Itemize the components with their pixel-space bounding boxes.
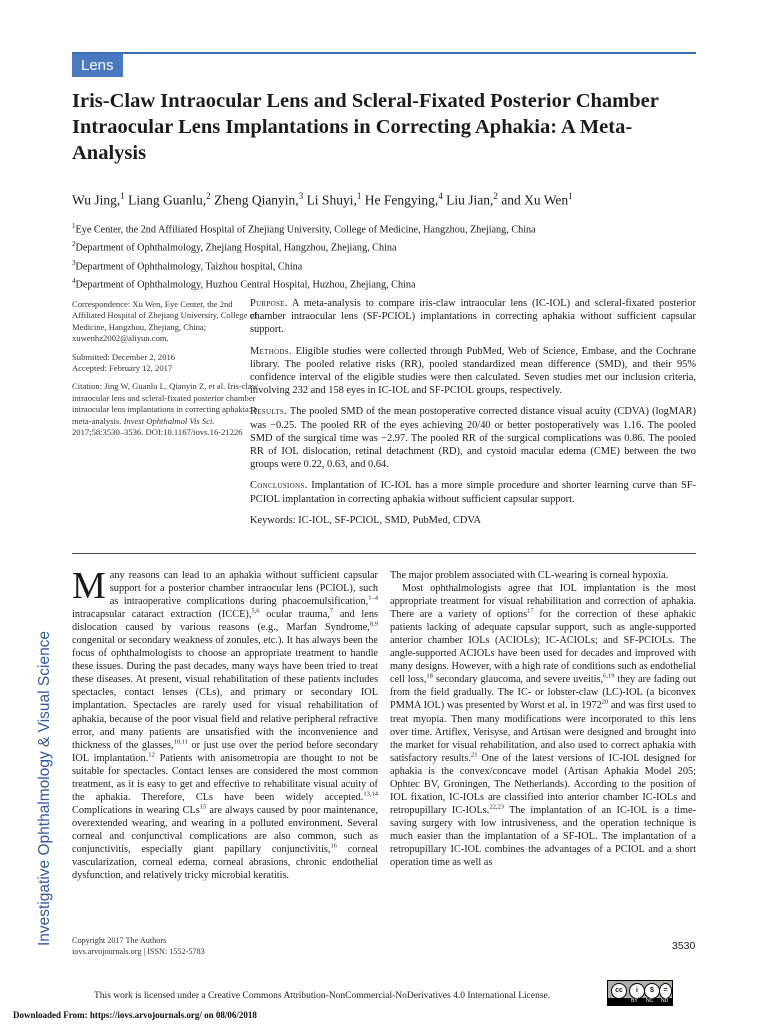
abstract-purpose: Purpose. A meta-analysis to compare iris-claw intraocular lens (IC-IOL) and scleral-fixated posterior chamber intraocular lens (SF-PCIOL) implantations in correcting aphakia without sufficient capsular support. [250, 298, 696, 336]
body-column-right [390, 569, 696, 869]
author: Li Shuyi, [306, 192, 357, 208]
affiliation: $^2$Department of Ophthalmology, Zhejiang Hospital, Hangzhou, Zhejiang, China [72, 240, 397, 254]
cc-icon: cc [611, 983, 627, 999]
affiliations [72, 219, 702, 293]
keywords: Keywords: IC-IOL, SF-PCIOL, SMD, PubMed, CDVA [250, 514, 482, 526]
affiliation: $^1$Eye Center, the 2nd Affiliated Hospital of Zhejiang University, College of Medicine, Hangzhou, Zhejiang, China [72, 222, 536, 236]
author: Liu Jian, [446, 192, 494, 208]
author: Liang Guanlu, [128, 192, 207, 208]
attribution-icon: i [629, 983, 645, 999]
abstract-conclusions: Conclusions. Implantation of IC-IOL has a more simple procedure and shorter learning curve than SF-PCIOL implantation in correcting aphakia without sufficient capsular support. [250, 480, 696, 505]
header-rule [72, 52, 696, 54]
author: He Fengying, [364, 192, 439, 208]
correspondence: Correspondence: Xu Wen, Eye Center, the 2nd Affiliated Hospital of Zhejiang University, College of Medicine, Hangzhou, Zhejiang, China; xuwenhz2002@aliyun.com. [72, 299, 257, 344]
drop-cap: M [72, 565, 106, 607]
cc-badge-labels: BY NC ND [608, 998, 672, 1005]
noderivatives-icon: = [659, 983, 672, 999]
abstract-methods: Methods. Eligible studies were collected through PubMed, Web of Science, Embase, and the Cochrane library. The pooled relative risks (RR), pooled standardized mean difference (SMD), and their 95% confidence interval of the eligible studies were then calculated. Seven studies met our inclusion criteria, involving 232 and 158 eyes in IC-IOL and SF-PCIOL groups, respectively. [250, 345, 696, 397]
body-paragraph: The major problem associated with CL-wearing is corneal hypoxia. [390, 570, 669, 581]
body-paragraph: Most ophthalmologists agree that IOL implantation is the most appropriate treatment for visual rehabilitation and correction of aphakia. There are a variety of options$^{17}$ for the correction of these aphakic patients lacking of adequate capsular support, such as angle-supported anterior chamber IOLs (ACIOLs); IC-ACIOLs; and SF-PCIOLs. The angle-supported ACIOLs have been used for decades and improved with many designs. However, with a high rate of conditions such as endothelial cell loss,$^{18}$ secondary glaucoma, and severe uveitis,$^{6,19}$ they are fading out from the field gradually. The IC- or lobster-claw (LC)-IOL (a biconvex PMMA IOL) was presented by Worst et al. in 1972$^{20}$ and was first used to treat myopia. Then many modifications were incorporated to this lens over time. Artiflex, Verisyse, and Artisan were designed and brought into the market for visual rehabilitation, and also used to correct aphakia with satisfactory results.$^{21}$ One of the latest versions of IC-IOL designed for aphakia is the convex/concave model (Artisan Aphakia Model 205; Ophtec BV, Groningen, The Netherlands). According to the position of IOL fixation, IC-IOLs are classified into anterior chamber IC-IOLs and retropupillary IC-IOLs.$^{22,23}$ The implantation of an IC-IOL is a time-saving surgery with low intrusiveness, and the operation technique is much easier than the implantation of a SF-IOL. The implantation of a retropupillary IC-IOL combines the advantages of a PCIOL and a short operation time as well as [390, 583, 697, 869]
license-text: This work is licensed under a Creative Commons Attribution-NonCommercial-NoDerivatives 4.0 International License. [94, 991, 551, 1001]
author: Zheng Qianyin, [213, 192, 299, 208]
download-notice: Downloaded From: https://iovs.arvojournals.org/ on 08/06/2018 [13, 1010, 257, 1020]
article-title: Iris-Claw Intraocular Lens and Scleral-Fixated Posterior Chamber Intraocular Lens Implantations in Correcting Aphakia: A Meta-Analysis [72, 90, 659, 164]
cc-license-badge[interactable] [607, 980, 673, 1006]
author: Wu Jing, [72, 192, 121, 208]
abstract [250, 297, 696, 535]
abstract-results: Results. The pooled SMD of the mean postoperative corrected distance visual acuity (CDVA) (logMAR) was −0.25. The pooled RR of the eyes achieving 20/40 or better postoperatively was 1.16. The pooled SMD of the surgical time was −2.97. The pooled RR of the surgical complications was 0.86. The pooled RR of IOL dislocation, retinal detachment (RD), and cystoid macular edema (CME) between the two groups were 0.22, 0.63, and 0.64. [250, 406, 696, 471]
section-divider [72, 553, 696, 554]
body-column-left [72, 565, 378, 882]
noncommercial-icon: $ [644, 983, 660, 999]
journal-issn: iovs.arvojournals.org | ISSN: 1552-5783 [72, 947, 205, 956]
journal-name-vertical: Investigative Ophthalmology & Visual Science [36, 630, 53, 946]
copyright-block [72, 935, 205, 957]
affiliation: $^4$Department of Ophthalmology, Huzhou Central Hospital, Huzhou, Zhejiang, China [72, 277, 416, 291]
author-list: Wu Jing,$^1$ Liang Guanlu,$^2$ Zheng Qianyin,$^3$ Li Shuyi,$^1$ He Fengying,$^4$ Liu Jian,$^2$ and Xu Wen$^1$ [72, 191, 573, 208]
dates: Submitted: December 2, 2016 Accepted: February 12, 2017 [72, 351, 176, 374]
page-number: 3530 [672, 940, 696, 952]
affiliation: $^3$Department of Ophthalmology, Taizhou hospital, China [72, 258, 303, 273]
author: and Xu Wen [501, 192, 569, 208]
section-tag[interactable]: Lens [72, 54, 123, 77]
article-sidebar [72, 299, 262, 445]
body-paragraph: Many reasons can lead to an aphakia without sufficient capsular support for a posterior chamber intraocular lens (PCIOL), such as intraoperative complications during phacoemulsification,$^{1-4}$ intracapsular cataract extraction (ICCE),$^{5,6}$ ocular trauma,$^7$ and lens dislocation caused by various reasons (e.g., Marfan Syndrome,$^{8,9}$ congenital or secondary weakness of zonules, etc.). It has always been the focus of ophthalmologists to choose an appropriate treatment to handle these issues. During the past decades, many ways have been tried to treat these diseases. At present, visual rehabilitation of these patients includes spectacles, contact lenses (CLs), and primary or secondary IOL implantation. Spectacles are rarely used for visual rehabilitation of aphakia, because of the poor visual field and relative peripheral refractive error, and many patients are unsatisfied with the inconvenience and thickness of the glasses,$^{10,11}$ or just use over the period before secondary IOL implantation.$^{12}$ Patients with anisometropia are thought to not be suitable for spectacles. Contact lenses are considered the most common treatment, as it is easy to get and effective to rehabilitate visual acuity of the aphakia. Therefore, CLs have been widely accepted.$^{13,14}$ Complications in wearing CLs$^{15}$ are always caused by poor maintenance, overextended wearing, and wearing in a polluted environment. Several corneal and conjunctival complications are also common, such as conjunctivitis, especially giant papillary conjunctivitis,$^{16}$ corneal vascularization, corneal edema, corneal abrasions, chronic endothelial dysfunction, and relatively tricky microbial keratitis. [72, 565, 378, 882]
citation: Citation: Jing W, Guanlu L, Qianyin Z, et al. Iris-claw intraocular lens and scleral-fixated posterior chamber intraocular lens implantations in correcting aphakia: a meta-analysis. Invest Ophthalmol Vis Sci. 2017;58:3530–3536. DOI:10.1167/iovs.16-21226 [72, 381, 258, 438]
copyright-text: Copyright 2017 The Authors [72, 936, 167, 945]
